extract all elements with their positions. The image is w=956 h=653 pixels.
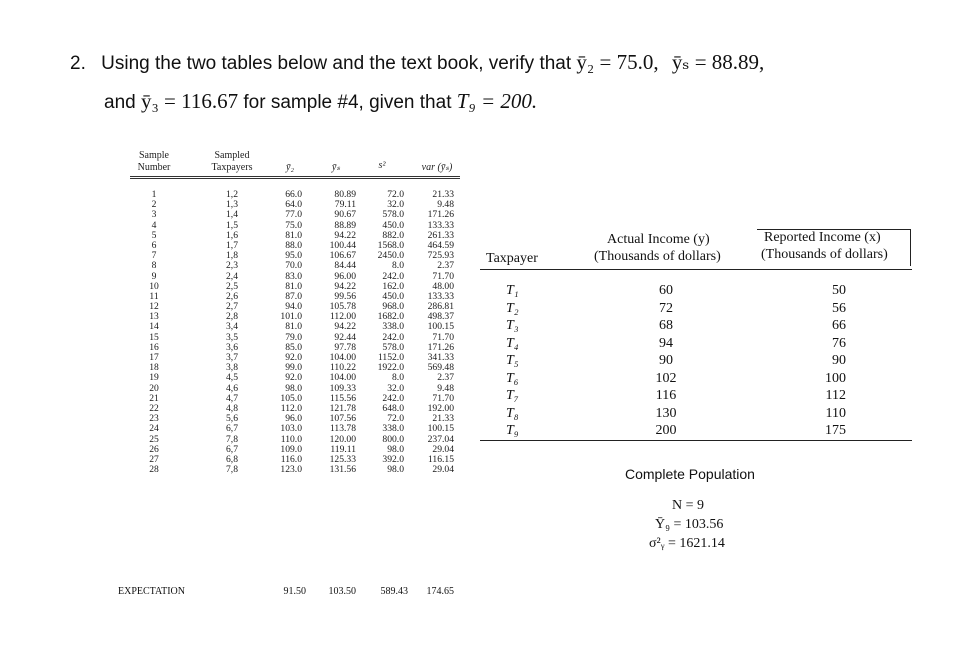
cell-number: 15 xyxy=(149,331,159,343)
cell-taxpayer-pair: 2,4 xyxy=(226,270,238,282)
cell-y2: 81.0 xyxy=(285,229,302,241)
cell-var: 29.04 xyxy=(432,464,454,476)
equation-t9: T₉ = 200. xyxy=(456,89,538,113)
population-variance: σ²ᵧ = 1621.14 xyxy=(649,536,725,551)
cell-s2: 1152.0 xyxy=(377,352,404,363)
equation-ybar3: ȳ₃ = 116.67 xyxy=(140,89,239,113)
cell-ys: 94.22 xyxy=(334,280,356,292)
cell-taxpayer-pair: 4,8 xyxy=(226,402,238,414)
cell-actual-income: 72 xyxy=(659,300,673,316)
cell-taxpayer-pair: 2,7 xyxy=(226,301,238,313)
problem-text-1: Using the two tables below and the text book, verify that xyxy=(101,53,572,74)
cell-number: 21 xyxy=(149,392,159,404)
cell-ys: 80.89 xyxy=(334,189,356,200)
column-taxpayers xyxy=(226,190,256,475)
header-taxpayer: Taxpayer xyxy=(486,251,538,266)
cell-y2: 99.0 xyxy=(285,362,302,374)
cell-reported-income: 110 xyxy=(825,405,846,421)
cell-var: 286.81 xyxy=(427,301,454,313)
cell-s2: 2450.0 xyxy=(377,250,404,262)
cell-reported-income: 112 xyxy=(825,388,846,403)
cell-s2: 578.0 xyxy=(382,341,404,353)
cell-var: 71.70 xyxy=(432,392,454,404)
header-sampled: Sampled xyxy=(214,150,250,161)
cell-taxpayer-id: T₉ xyxy=(506,423,519,438)
cell-number: 4 xyxy=(151,219,157,231)
cell-actual-income: 130 xyxy=(655,405,677,421)
cell-var: 9.48 xyxy=(437,382,454,394)
cell-y2: 96.0 xyxy=(285,413,302,425)
cell-y2: 66.0 xyxy=(285,189,302,200)
column-actual-income xyxy=(644,282,688,440)
cell-y2: 92.0 xyxy=(285,352,302,363)
cell-var: 133.33 xyxy=(427,219,454,231)
problem-text-and: and xyxy=(104,92,136,113)
cell-ys: 113.78 xyxy=(329,423,356,435)
cell-var: 725.93 xyxy=(427,250,454,262)
problem-text-2: for sample #4, given that xyxy=(243,92,452,113)
cell-y2: 110.0 xyxy=(280,433,302,445)
cell-s2: 1568.0 xyxy=(377,239,404,251)
cell-ys: 107.56 xyxy=(329,413,356,425)
cell-taxpayer-pair: 1,3 xyxy=(226,199,238,211)
cell-taxpayer-pair: 3,5 xyxy=(226,331,238,343)
cell-ys: 90.67 xyxy=(334,209,356,221)
cell-number: 25 xyxy=(149,433,159,445)
cell-number: 28 xyxy=(149,464,159,476)
cell-taxpayer-id: T₇ xyxy=(506,388,519,403)
cell-ys: 125.33 xyxy=(329,453,356,465)
equation-ybar2: ȳ₂ = 75.0, xyxy=(576,50,659,74)
header-y2: ȳ₂ xyxy=(286,162,294,173)
header-rule-bottom xyxy=(130,178,460,179)
cell-taxpayer-pair: 1,5 xyxy=(226,219,238,231)
header-taxpayers: Taxpayers xyxy=(211,162,253,173)
cell-taxpayer-pair: 5,6 xyxy=(226,413,238,425)
cell-s2: 98.0 xyxy=(387,443,404,455)
cell-var: 21.33 xyxy=(432,189,454,200)
cell-actual-income: 200 xyxy=(655,423,677,438)
cell-number: 18 xyxy=(149,362,159,374)
cell-s2: 578.0 xyxy=(382,209,404,221)
cell-taxpayer-id: T₈ xyxy=(506,405,519,421)
cell-reported-income: 100 xyxy=(825,370,846,386)
cell-ys: 106.67 xyxy=(329,250,356,262)
cell-var: 192.00 xyxy=(427,402,454,414)
header-s2: s² xyxy=(378,160,386,171)
header-sample: Sample xyxy=(139,150,169,161)
cell-taxpayer-pair: 6,8 xyxy=(226,453,238,465)
cell-y2: 85.0 xyxy=(285,341,302,353)
income-table xyxy=(480,229,915,439)
header-var: var (ȳₛ) xyxy=(421,162,453,173)
header-ys: ȳₛ xyxy=(331,162,341,173)
column-y2 xyxy=(268,190,302,475)
cell-actual-income: 60 xyxy=(659,283,673,298)
cell-taxpayer-id: T₆ xyxy=(506,370,519,386)
cell-reported-income: 90 xyxy=(832,353,846,368)
cell-number: 12 xyxy=(149,301,159,313)
cell-taxpayer-id: T₂ xyxy=(506,300,519,316)
header-actual-income: Actual Income (y) xyxy=(607,232,710,247)
cell-taxpayer-pair: 3,8 xyxy=(226,362,238,374)
cell-ys: 100.44 xyxy=(329,239,356,251)
cell-var: 2.37 xyxy=(437,372,454,384)
cell-y2: 92.0 xyxy=(285,372,302,384)
cell-s2: 8.0 xyxy=(392,372,404,384)
cell-s2: 242.0 xyxy=(382,270,404,282)
cell-taxpayer-pair: 2,5 xyxy=(226,280,238,292)
cell-s2: 72.0 xyxy=(387,413,404,425)
expectation-y2: 91.50 xyxy=(283,586,306,597)
cell-taxpayer-pair: 2,3 xyxy=(226,260,238,272)
cell-s2: 450.0 xyxy=(382,290,404,302)
cell-y2: 103.0 xyxy=(280,423,302,435)
cell-taxpayer-id: T₅ xyxy=(506,353,519,368)
cell-var: 29.04 xyxy=(432,443,454,455)
cell-number: 1 xyxy=(151,189,157,200)
cell-ys: 79.11 xyxy=(334,199,356,211)
cell-taxpayer-pair: 3,6 xyxy=(226,341,238,353)
cell-taxpayer-pair: 7,8 xyxy=(226,433,238,445)
cell-ys: 92.44 xyxy=(334,331,356,343)
cell-reported-income: 66 xyxy=(832,318,846,333)
cell-number: 27 xyxy=(149,453,159,465)
sample-table xyxy=(118,146,460,600)
cell-taxpayer-id: T₄ xyxy=(506,335,519,351)
cell-y2: 79.0 xyxy=(285,331,302,343)
population-mean: Ȳ₉ = 103.56 xyxy=(655,517,724,532)
cell-number: 23 xyxy=(149,413,159,425)
cell-taxpayer-pair: 3,7 xyxy=(226,352,238,363)
header-box-right xyxy=(910,229,911,266)
cell-ys: 94.22 xyxy=(334,321,356,333)
cell-reported-income: 76 xyxy=(832,335,846,351)
cell-number: 26 xyxy=(149,443,159,455)
cell-s2: 1922.0 xyxy=(377,362,404,374)
cell-number: 24 xyxy=(149,423,159,435)
expectation-var: 174.65 xyxy=(426,586,454,597)
cell-s2: 882.0 xyxy=(382,229,404,241)
cell-actual-income: 90 xyxy=(659,353,673,368)
cell-s2: 392.0 xyxy=(382,453,404,465)
cell-var: 171.26 xyxy=(427,341,454,353)
footer-rule xyxy=(480,440,912,441)
cell-ys: 105.78 xyxy=(329,301,356,313)
cell-taxpayer-pair: 1,4 xyxy=(226,209,238,221)
cell-ys: 97.78 xyxy=(334,341,356,353)
cell-s2: 338.0 xyxy=(382,321,404,333)
cell-s2: 242.0 xyxy=(382,392,404,404)
cell-var: 100.15 xyxy=(427,321,454,333)
cell-number: 6 xyxy=(151,239,157,251)
cell-s2: 968.0 xyxy=(382,301,404,313)
cell-number: 7 xyxy=(151,250,157,262)
cell-taxpayer-pair: 6,7 xyxy=(226,423,238,435)
population-panel xyxy=(615,456,765,566)
expectation-s2: 589.43 xyxy=(380,586,408,597)
cell-ys: 121.78 xyxy=(329,402,356,414)
cell-ys: 131.56 xyxy=(329,464,356,476)
cell-number: 13 xyxy=(149,311,159,323)
cell-ys: 104.00 xyxy=(329,352,356,363)
cell-number: 14 xyxy=(149,321,159,333)
cell-y2: 88.0 xyxy=(285,239,302,251)
expectation-label: EXPECTATION xyxy=(118,586,185,597)
cell-var: 498.37 xyxy=(427,311,454,323)
cell-number: 5 xyxy=(151,229,157,241)
cell-taxpayer-pair: 3,4 xyxy=(226,321,238,333)
cell-taxpayer-pair: 1,7 xyxy=(226,239,238,251)
cell-ys: 120.00 xyxy=(329,433,356,445)
cell-y2: 81.0 xyxy=(285,280,302,292)
cell-var: 133.33 xyxy=(427,290,454,302)
column-var xyxy=(414,190,454,475)
cell-number: 22 xyxy=(149,402,159,414)
cell-ys: 112.00 xyxy=(329,311,356,323)
cell-var: 71.70 xyxy=(432,331,454,343)
cell-actual-income: 102 xyxy=(655,370,677,386)
cell-s2: 98.0 xyxy=(387,464,404,476)
cell-taxpayer-pair: 1,2 xyxy=(226,189,238,200)
cell-y2: 123.0 xyxy=(280,464,302,476)
cell-y2: 116.0 xyxy=(280,453,302,465)
cell-s2: 32.0 xyxy=(387,382,404,394)
cell-s2: 8.0 xyxy=(392,260,404,272)
cell-number: 11 xyxy=(149,290,159,302)
cell-ys: 99.56 xyxy=(334,290,356,302)
cell-s2: 1682.0 xyxy=(377,311,404,323)
column-sample-number xyxy=(138,190,170,475)
cell-s2: 242.0 xyxy=(382,331,404,343)
cell-y2: 77.0 xyxy=(285,209,302,221)
problem-line-2 xyxy=(104,89,537,114)
cell-reported-income: 175 xyxy=(825,423,846,438)
cell-var: 341.33 xyxy=(427,352,454,363)
cell-taxpayer-pair: 4,7 xyxy=(226,392,238,404)
column-reported-income xyxy=(802,282,846,440)
cell-var: 237.04 xyxy=(427,433,454,445)
cell-number: 8 xyxy=(151,260,157,272)
cell-ys: 115.56 xyxy=(329,392,356,404)
cell-ys: 109.33 xyxy=(329,382,356,394)
cell-reported-income: 50 xyxy=(832,283,846,298)
cell-number: 20 xyxy=(149,382,159,394)
cell-y2: 75.0 xyxy=(285,219,302,231)
cell-y2: 81.0 xyxy=(285,321,302,333)
cell-actual-income: 116 xyxy=(655,388,677,403)
cell-taxpayer-pair: 1,8 xyxy=(226,250,238,262)
cell-ys: 94.22 xyxy=(334,229,356,241)
problem-line-1 xyxy=(70,50,764,75)
cell-var: 171.26 xyxy=(427,209,454,221)
cell-s2: 32.0 xyxy=(387,199,404,211)
cell-y2: 87.0 xyxy=(285,290,302,302)
cell-actual-income: 68 xyxy=(659,318,673,333)
cell-s2: 72.0 xyxy=(387,189,404,200)
cell-var: 464.59 xyxy=(427,239,454,251)
cell-s2: 162.0 xyxy=(382,280,404,292)
cell-var: 569.48 xyxy=(427,362,454,374)
header-rule-top xyxy=(130,176,460,177)
cell-var: 21.33 xyxy=(432,413,454,425)
cell-taxpayer-id: T₃ xyxy=(506,318,519,333)
cell-var: 48.00 xyxy=(432,280,454,292)
column-s2 xyxy=(362,190,404,475)
cell-var: 116.15 xyxy=(427,453,454,465)
header-reported-units: (Thousands of dollars) xyxy=(761,247,888,262)
cell-s2: 338.0 xyxy=(382,423,404,435)
cell-var: 100.15 xyxy=(427,423,454,435)
cell-ys: 96.00 xyxy=(334,270,356,282)
cell-y2: 109.0 xyxy=(280,443,302,455)
cell-y2: 101.0 xyxy=(280,311,302,323)
cell-var: 261.33 xyxy=(427,229,454,241)
population-n: N = 9 xyxy=(672,498,705,513)
population-title: Complete Population xyxy=(625,466,755,482)
cell-taxpayer-pair: 2,6 xyxy=(226,290,238,302)
cell-number: 9 xyxy=(151,270,157,282)
cell-taxpayer-pair: 2,8 xyxy=(226,311,238,323)
cell-taxpayer-pair: 4,6 xyxy=(226,382,238,394)
cell-y2: 70.0 xyxy=(285,260,302,272)
cell-y2: 112.0 xyxy=(280,402,302,414)
header-reported-income: Reported Income (x) xyxy=(764,230,881,245)
cell-actual-income: 94 xyxy=(659,335,673,351)
cell-y2: 95.0 xyxy=(285,250,302,262)
cell-y2: 83.0 xyxy=(285,270,302,282)
column-ys xyxy=(314,190,356,475)
header-number: Number xyxy=(137,162,171,173)
cell-var: 2.37 xyxy=(437,260,454,272)
cell-taxpayer-id: T₁ xyxy=(506,283,519,298)
cell-taxpayer-pair: 4,5 xyxy=(226,372,238,384)
cell-s2: 450.0 xyxy=(382,219,404,231)
cell-ys: 119.11 xyxy=(330,443,356,455)
cell-number: 10 xyxy=(149,280,159,292)
cell-number: 17 xyxy=(149,352,159,363)
cell-number: 16 xyxy=(149,341,159,353)
problem-number: 2. xyxy=(70,53,86,74)
cell-s2: 800.0 xyxy=(382,433,404,445)
header-box-top xyxy=(757,229,911,230)
cell-y2: 94.0 xyxy=(285,301,302,313)
cell-number: 2 xyxy=(151,199,157,211)
cell-ys: 84.44 xyxy=(334,260,356,272)
column-taxpayer-ids xyxy=(506,282,536,440)
cell-ys: 110.22 xyxy=(329,362,356,374)
cell-s2: 648.0 xyxy=(382,402,404,414)
cell-y2: 105.0 xyxy=(280,392,302,404)
cell-y2: 64.0 xyxy=(285,199,302,211)
cell-reported-income: 56 xyxy=(832,300,846,316)
header-rule xyxy=(480,269,912,270)
equation-ybars: ȳₛ = 88.89, xyxy=(671,50,765,74)
cell-y2: 98.0 xyxy=(285,382,302,394)
cell-taxpayer-pair: 7,8 xyxy=(226,464,238,476)
expectation-ys: 103.50 xyxy=(328,586,356,597)
cell-taxpayer-pair: 1,6 xyxy=(226,229,238,241)
cell-var: 9.48 xyxy=(437,199,454,211)
cell-taxpayer-pair: 6,7 xyxy=(226,443,238,455)
cell-number: 3 xyxy=(151,209,157,221)
cell-number: 19 xyxy=(149,372,159,384)
cell-ys: 104.00 xyxy=(329,372,356,384)
cell-ys: 88.89 xyxy=(334,219,356,231)
header-actual-units: (Thousands of dollars) xyxy=(594,249,721,264)
cell-var: 71.70 xyxy=(432,270,454,282)
